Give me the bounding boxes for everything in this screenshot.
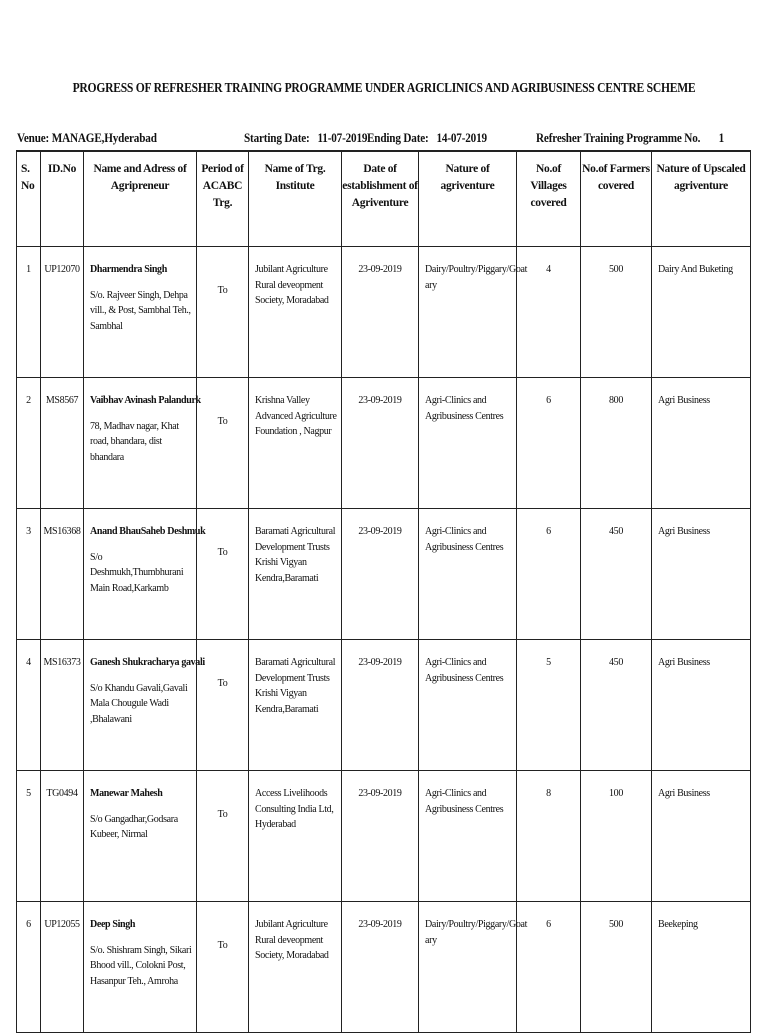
row-agripreneur — [84, 378, 201, 509]
agripreneur-name: Anand BhauSaheb Deshmuk — [90, 526, 206, 537]
row-institute — [249, 509, 342, 640]
row-id — [41, 771, 84, 902]
row-villages-value: 6 — [546, 395, 551, 406]
row-villages-value: 8 — [546, 788, 551, 799]
period-value: To — [217, 940, 228, 951]
row-nature — [419, 902, 527, 1033]
col-date-header: Date of establishment of Agriventure — [342, 151, 419, 247]
row-nature — [419, 378, 517, 509]
row-farmers — [581, 378, 652, 509]
starting-date-value: 11-07-2019 — [317, 130, 368, 145]
row-institute — [249, 771, 342, 902]
period-value: To — [217, 678, 228, 689]
row-id — [41, 902, 84, 1033]
row-villages-value: 4 — [546, 264, 551, 275]
row-agripreneur — [84, 771, 197, 902]
row-agripreneur — [84, 247, 197, 378]
row-farmers — [581, 640, 652, 771]
agripreneur-name: Deep Singh — [90, 919, 136, 930]
row-villages-value: 6 — [546, 919, 551, 930]
table-row — [17, 771, 751, 902]
row-farmers-value: 500 — [609, 264, 623, 275]
row-date-value: 23-09-2019 — [358, 264, 402, 275]
row-institute-value: Baramati Agricultural Development Trusts Krishi Vigyan Kendra,Baramati — [255, 526, 336, 584]
col-sno-header: S. No — [17, 151, 41, 247]
row-institute-value: Access Livelihoods Consulting India Ltd, Hyderabad — [255, 788, 334, 830]
row-farmers — [581, 771, 652, 902]
row-sno-value: 2 — [26, 395, 31, 406]
row-villages — [517, 640, 581, 771]
row-farmers — [581, 247, 652, 378]
row-upscaled-value: Agri Business — [658, 657, 710, 668]
row-date-value: 23-09-2019 — [358, 526, 402, 537]
row-upscaled-value: Agri Business — [658, 526, 710, 537]
table-rule-stub — [750, 931, 751, 939]
agripreneur-name: Dharmendra Singh — [90, 264, 167, 275]
row-date — [342, 771, 419, 902]
row-agripreneur — [84, 902, 197, 1033]
programme-label: Refresher Training Programme No. — [536, 130, 701, 145]
row-sno — [17, 378, 41, 509]
row-sno — [17, 509, 41, 640]
programme-number — [536, 130, 724, 146]
row-id — [41, 640, 84, 771]
col-period-header: Period of ACABC Trg. — [197, 151, 249, 247]
table-rule-stub — [248, 931, 249, 939]
table-rule-stub — [341, 931, 342, 939]
training-progress-table — [16, 150, 751, 1033]
agripreneur-name: Ganesh Shukracharya gavali — [90, 657, 205, 668]
row-date-value: 23-09-2019 — [358, 919, 402, 930]
row-villages — [517, 378, 581, 509]
period-value: To — [217, 809, 228, 820]
table-row — [17, 640, 751, 771]
table-row — [17, 902, 751, 1033]
row-farmers-value: 800 — [609, 395, 623, 406]
row-farmers — [581, 509, 652, 640]
row-nature-value: Agri-Clinics and Agribusiness Centres — [425, 657, 504, 684]
row-upscaled-value: Agri Business — [658, 395, 710, 406]
venue-label: Venue: MANAGE,Hyderabad — [17, 130, 157, 145]
starting-date — [244, 130, 368, 146]
row-date-value: 23-09-2019 — [358, 657, 402, 668]
row-id-value: UP12070 — [44, 264, 80, 275]
table-rule-stub — [418, 931, 419, 939]
row-date-value: 23-09-2019 — [358, 788, 402, 799]
table-rule-stub — [40, 931, 41, 939]
table-header-row — [17, 151, 751, 247]
starting-date-label: Starting Date: — [244, 130, 310, 145]
table-body — [17, 247, 751, 1033]
table-row — [17, 247, 751, 378]
row-nature-value: Dairy/Poultry/Piggary/Goat ary — [425, 919, 527, 946]
row-period — [197, 378, 249, 509]
row-date — [342, 509, 419, 640]
row-institute — [249, 378, 342, 509]
row-institute-value: Jubilant Agriculture Rural deveopment Society, Moradabad — [255, 919, 329, 961]
row-institute-value: Baramati Agricultural Development Trusts Krishi Vigyan Kendra,Baramati — [255, 657, 336, 715]
row-villages — [517, 509, 581, 640]
row-date — [342, 902, 419, 1033]
row-nature — [419, 509, 517, 640]
row-sno — [17, 640, 41, 771]
row-period — [197, 902, 249, 1033]
row-upscaled — [652, 902, 751, 1033]
row-institute-value: Jubilant Agriculture Rural deveopment Society, Moradabad — [255, 264, 329, 306]
table-rule-stub — [83, 931, 84, 939]
period-value: To — [217, 285, 228, 296]
row-upscaled — [652, 509, 751, 640]
row-upscaled — [652, 640, 751, 771]
ending-date-value: 14-07-2019 — [436, 130, 487, 145]
row-nature-value: Dairy/Poultry/Piggary/Goat ary — [425, 264, 527, 291]
row-period — [197, 247, 249, 378]
row-date — [342, 640, 419, 771]
row-date — [342, 378, 419, 509]
row-institute — [249, 247, 342, 378]
col-nature-header: Nature of agriventure — [419, 151, 517, 247]
col-id-header: ID.No — [41, 151, 84, 247]
table-row — [17, 378, 751, 509]
row-nature — [419, 640, 517, 771]
page-title: PROGRESS OF REFRESHER TRAINING PROGRAMME UNDER AGRICLINICS AND AGRIBUSINESS CENTRE SCHEME — [72, 80, 696, 95]
agripreneur-name: Manewar Mahesh — [90, 788, 163, 799]
agripreneur-address: S/o. Shishram Singh, Sikari Bhood vill., Colokni Post, Hasanpur Teh., Amroha — [90, 944, 192, 987]
col-farmers-header: No.of Farmers covered — [581, 151, 652, 247]
period-value: To — [217, 547, 228, 558]
row-upscaled-value: Beekeping — [658, 919, 698, 930]
row-agripreneur — [84, 640, 205, 771]
row-id-value: MS16373 — [43, 657, 81, 668]
row-id-value: MS8567 — [45, 395, 79, 406]
row-id-value: UP12055 — [44, 919, 80, 930]
row-agripreneur — [84, 509, 206, 640]
agripreneur-address: 78, Madhav nagar, Khat road, bhandara, dist bhandara — [90, 420, 179, 463]
row-period — [197, 771, 249, 902]
row-upscaled — [652, 771, 751, 902]
row-id — [41, 509, 84, 640]
row-sno — [17, 771, 41, 902]
agripreneur-address: S/o Deshmukh,Thumbhurani Main Road,Karkamb — [90, 551, 184, 594]
table-rule-stub — [651, 931, 652, 939]
col-villages-header: No.of Villages covered — [517, 151, 581, 247]
row-date — [342, 247, 419, 378]
row-sno-value: 1 — [26, 264, 31, 275]
ending-date-label: Ending Date: — [367, 130, 429, 145]
agripreneur-address: S/o Gangadhar,Godsara Kubeer, Nirmal — [90, 813, 178, 840]
period-value: To — [217, 416, 228, 427]
col-upscaled-header: Nature of Upscaled agriventure — [652, 151, 751, 247]
agripreneur-address: S/o. Rajveer Singh, Dehpa vill., & Post, Sambhal Teh., Sambhal — [90, 289, 191, 332]
row-nature — [419, 771, 517, 902]
row-upscaled — [652, 378, 751, 509]
row-id-value: MS16368 — [43, 526, 81, 537]
row-nature-value: Agri-Clinics and Agribusiness Centres — [425, 526, 504, 553]
row-nature-value: Agri-Clinics and Agribusiness Centres — [425, 788, 504, 815]
table-rule-stub — [580, 931, 581, 939]
row-institute — [249, 640, 342, 771]
row-institute-value: Krishna Valley Advanced Agriculture Foundation , Nagpur — [255, 395, 337, 437]
table-rule-stub — [16, 931, 17, 939]
row-id-value: TG0494 — [46, 788, 78, 799]
row-villages — [517, 771, 581, 902]
row-sno-value: 6 — [26, 919, 31, 930]
agripreneur-address: S/o Khandu Gavali,Gavali Mala Chougule Wadi ,Bhalawani — [90, 682, 188, 725]
agripreneur-name: Vaibhav Avinash Palandurk — [90, 395, 201, 406]
row-farmers — [581, 902, 652, 1033]
row-upscaled-value: Dairy And Buketing — [658, 264, 733, 275]
row-date-value: 23-09-2019 — [358, 395, 402, 406]
row-villages-value: 5 — [546, 657, 551, 668]
row-sno-value: 5 — [26, 788, 31, 799]
row-sno — [17, 247, 41, 378]
row-farmers-value: 450 — [609, 526, 623, 537]
row-upscaled — [652, 247, 751, 378]
row-nature — [419, 247, 527, 378]
row-id — [41, 378, 84, 509]
row-villages-value: 6 — [546, 526, 551, 537]
row-farmers-value: 450 — [609, 657, 623, 668]
row-upscaled-value: Agri Business — [658, 788, 710, 799]
row-sno — [17, 902, 41, 1033]
table-row — [17, 509, 751, 640]
row-institute — [249, 902, 342, 1033]
col-institute-header: Name of Trg. Institute — [249, 151, 342, 247]
programme-no: 1 — [718, 130, 725, 145]
table-rule-stub — [196, 931, 197, 939]
row-sno-value: 3 — [26, 526, 31, 537]
row-farmers-value: 500 — [609, 919, 623, 930]
row-nature-value: Agri-Clinics and Agribusiness Centres — [425, 395, 504, 422]
table-rule-stub — [516, 931, 517, 939]
ending-date — [367, 130, 487, 146]
col-name-header: Name and Adress of Agripreneur — [84, 151, 197, 247]
row-id — [41, 247, 84, 378]
row-farmers-value: 100 — [609, 788, 623, 799]
row-sno-value: 4 — [26, 657, 31, 668]
